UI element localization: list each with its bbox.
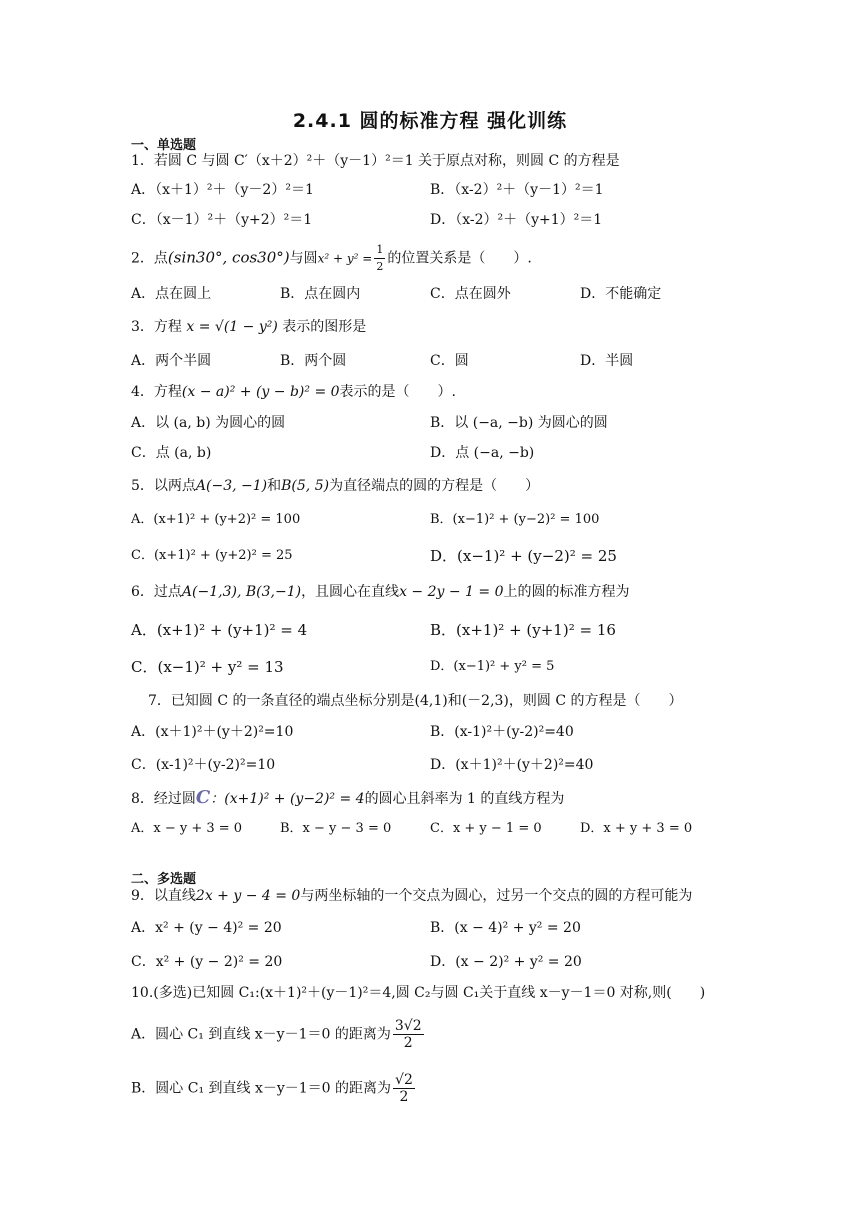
- question-5-option-d: D．(x−1)² + (y−2)² = 25: [430, 547, 617, 565]
- question-8-post: 的圆心且斜率为 1 的直线方程为: [364, 791, 565, 807]
- question-8-stem: [131, 788, 564, 809]
- question-8-prefix: 8．经过圆: [131, 791, 196, 807]
- question-5-point-a: A(−3, −1): [195, 478, 268, 494]
- question-3-prefix: 3．方程: [131, 319, 182, 335]
- question-4-option-b: B．以 (−a, −b) 为圆心的圆: [430, 415, 608, 431]
- question-9-option-b: B．(x − 4)² + y² = 20: [430, 920, 581, 936]
- question-7-option-a: A．(x＋1)²＋(y＋2)²=10: [131, 724, 294, 740]
- question-1-option-c: C．（x－1）²＋（y+2）²＝1: [131, 212, 313, 228]
- question-2-post: 的位置关系是（ ）.: [387, 250, 532, 267]
- question-3-stem: [131, 317, 366, 337]
- question-4-option-d: D．点 (−a, −b): [430, 445, 535, 461]
- question-2-option-a: A．点在圆上: [131, 286, 212, 302]
- question-7-option-b: B．(x-1)²＋(y-2)²=40: [430, 724, 574, 740]
- question-2-circle: x² + y² =: [317, 251, 373, 266]
- question-8-option-b: B．x − y − 3 = 0: [280, 821, 392, 836]
- question-9-option-d: D．(x − 2)² + y² = 20: [430, 954, 582, 970]
- question-3-option-a: A．两个半圆: [131, 353, 212, 369]
- section-heading-single: 一、单选题: [131, 138, 197, 153]
- question-6-post: 上的圆的标准方程为: [503, 584, 630, 600]
- question-1-option-b: B．（x-2）²＋（y－1）²＝1: [430, 182, 604, 198]
- question-4-prefix: 4．方程: [131, 384, 182, 400]
- question-6-option-b: B．(x+1)² + (y+1)² = 16: [430, 621, 616, 639]
- question-4-option-c: C．点 (a, b): [131, 445, 212, 461]
- question-4-post: 表示的是（ ）.: [339, 384, 456, 400]
- question-6-prefix: 6．过点: [131, 584, 182, 600]
- question-9-option-a: A．x² + (y − 4)² = 20: [131, 920, 282, 936]
- question-6-mid: ，且圆心在直线: [301, 584, 400, 600]
- question-10-stem: 10.(多选)已知圆 C₁:(x＋1)²＋(y－1)²＝4,圆 C₂与圆 C₁关于直线 x－y－1＝0 对称,则( ): [131, 985, 706, 1001]
- question-10-option-a-numerator: 3√2: [394, 1018, 422, 1034]
- question-2-option-d: D．不能确定: [580, 286, 662, 302]
- question-6-option-c: C．(x−1)² + y² = 13: [131, 658, 284, 676]
- question-3-option-c: C．圆: [430, 353, 469, 369]
- question-10-option-b-text: B．圆心 C₁ 到直线 x－y－1＝0 的距离为: [131, 1080, 392, 1097]
- question-10-option-a-text: A．圆心 C₁ 到直线 x－y－1＝0 的距离为: [131, 1026, 391, 1043]
- question-2-option-b: B．点在圆内: [280, 286, 361, 302]
- question-9-line: 2x + y − 4 = 0: [195, 888, 301, 904]
- question-10-option-a: [131, 1018, 426, 1051]
- question-5-post: 为直径端点的圆的方程是（ ）: [329, 478, 540, 494]
- question-8-option-a: A．x − y + 3 = 0: [131, 821, 243, 836]
- question-6-stem: [131, 582, 629, 602]
- question-7-option-c: C．(x-1)²＋(y-2)²=10: [131, 757, 276, 773]
- question-3-equation: x = √(1 − y²): [186, 319, 278, 335]
- question-2-denominator: 2: [376, 260, 384, 273]
- question-5-stem: [131, 476, 539, 496]
- question-10-option-b-denominator: 2: [399, 1089, 409, 1105]
- question-6-option-a: A．(x+1)² + (y+1)² = 4: [131, 621, 308, 639]
- question-10-option-b: [131, 1072, 417, 1105]
- question-5-option-a: A．(x+1)² + (y+2)² = 100: [131, 512, 301, 527]
- question-5-prefix: 5．以两点: [131, 478, 196, 494]
- question-1-stem: 1．若圆 C 与圆 C′（x＋2）²＋（y－1）²＝1 关于原点对称，则圆 C 的方程是: [131, 153, 620, 169]
- question-1-option-d: D．（x-2）²＋（y+1）²＝1: [430, 212, 603, 228]
- question-4-equation: (x − a)² + (y − b)² = 0: [181, 384, 340, 400]
- question-9-post: 与两坐标轴的一个交点为圆心，过另一个交点的圆的方程可能为: [300, 888, 693, 904]
- question-3-post: 表示的图形是: [282, 319, 367, 335]
- question-2-point: (sin30°, cos30°): [167, 248, 290, 267]
- question-8-option-d: D．x + y + 3 = 0: [580, 821, 693, 836]
- question-6-points: A(−1,3), B(3,−1): [181, 584, 302, 600]
- question-5-option-b: B．(x−1)² + (y−2)² = 100: [430, 512, 600, 527]
- question-7-stem: 7．已知圆 C 的一条直径的端点坐标分别是(4,1)和(－2,3)，则圆 C 的方程是（ ）: [148, 693, 683, 709]
- question-9-stem: [131, 886, 692, 906]
- question-2-mid: 与圆: [289, 250, 318, 267]
- question-8-option-c: C．x + y − 1 = 0: [430, 821, 542, 836]
- question-4-stem: [131, 382, 456, 402]
- question-6-line: x − 2y − 1 = 0: [399, 584, 504, 600]
- question-6-option-d: D．(x−1)² + y² = 5: [430, 659, 555, 674]
- question-8-equation: ：(x+1)² + (y−2)² = 4: [210, 791, 365, 807]
- question-5-option-c: C．(x+1)² + (y+2)² = 25: [131, 548, 293, 563]
- question-10-option-a-denominator: 2: [403, 1035, 413, 1051]
- question-9-option-c: C．x² + (y − 2)² = 20: [131, 954, 283, 970]
- question-5-and: 和: [267, 478, 282, 494]
- question-7-option-d: D．(x＋1)²＋(y＋2)²=40: [430, 757, 594, 773]
- question-10-option-b-numerator: √2: [395, 1072, 413, 1088]
- question-5-point-b: B(5, 5): [281, 478, 330, 494]
- question-2-option-c: C．点在圆外: [430, 286, 511, 302]
- section-heading-multi: 二、多选题: [131, 872, 197, 887]
- question-3-option-b: B．两个圆: [280, 353, 347, 369]
- question-9-prefix: 9．以直线: [131, 888, 196, 904]
- question-4-option-a: A．以 (a, b) 为圆心的圆: [131, 415, 286, 431]
- question-2-stem: [131, 242, 532, 275]
- question-2-prefix: 2．点: [131, 250, 168, 267]
- question-1-option-a: A．（x＋1）²＋（y－2）²＝1: [131, 182, 314, 198]
- question-8-circle-name: C: [195, 787, 211, 808]
- question-3-option-d: D．半圆: [580, 353, 634, 369]
- page-title: 2.4.1 圆的标准方程 强化训练: [292, 110, 568, 132]
- question-2-numerator: 1: [374, 242, 385, 259]
